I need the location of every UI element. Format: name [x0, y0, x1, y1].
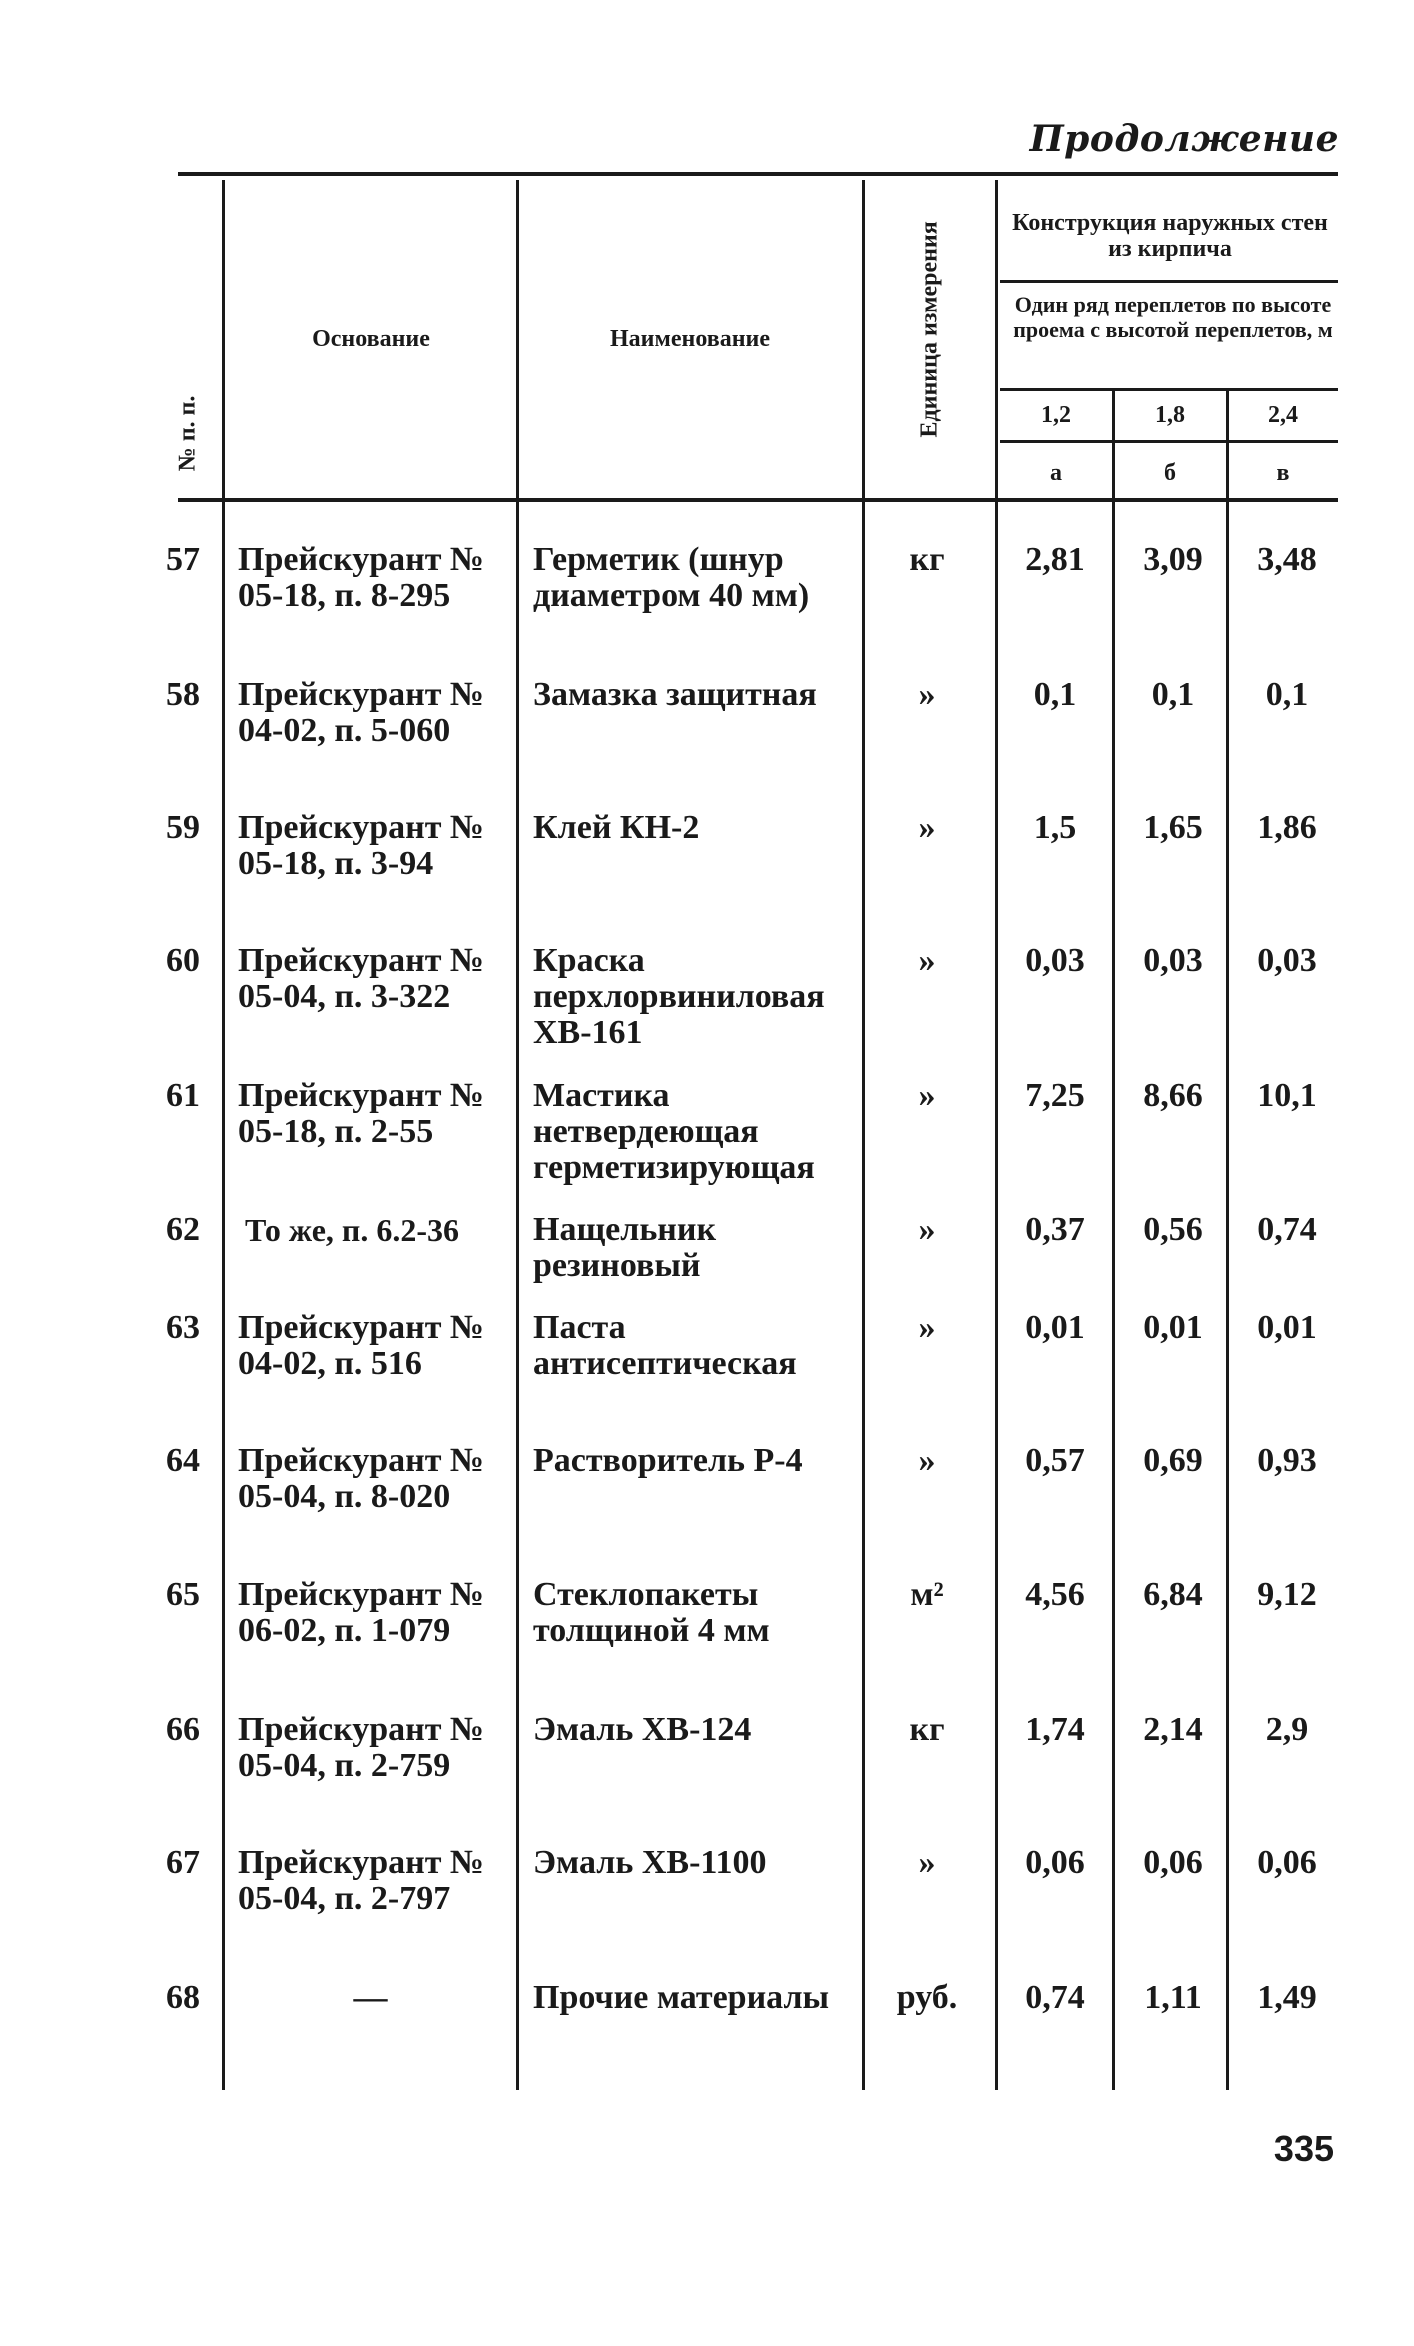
header-col-basis: Основание: [312, 326, 430, 352]
row-59-a: 1,5: [1033, 809, 1077, 846]
row-67-c: 0,06: [1257, 1844, 1317, 1881]
row-57-name: Герметик (шнур диаметром 40 мм): [533, 541, 810, 614]
row-65-name: Стеклопакеты толщиной 4 мм: [533, 1576, 770, 1649]
row-58-b: 0,1: [1151, 676, 1195, 713]
header-group-title: Конструкция наружных стен из кирпича: [1012, 210, 1328, 262]
row-66-b: 2,14: [1143, 1711, 1203, 1748]
row-63-basis: Прейскурант № 04-02, п. 516: [238, 1309, 485, 1382]
row-64-unit: »: [918, 1442, 936, 1479]
row-61-basis: Прейскурант № 05-18, п. 2-55: [238, 1077, 485, 1150]
header-height-a: 1,2: [1041, 402, 1071, 428]
header-col-no: № п. п.: [174, 395, 201, 472]
row-64-name: Растворитель Р-4: [533, 1442, 803, 1479]
row-60-name: Краска перхлорвиниловая ХВ-161: [533, 942, 825, 1051]
row-68-unit: руб.: [896, 1979, 958, 2016]
row-59-b: 1,65: [1143, 809, 1203, 846]
row-64-c: 0,93: [1257, 1442, 1317, 1479]
row-65-c: 9,12: [1257, 1576, 1317, 1613]
row-61-c: 10,1: [1257, 1077, 1317, 1114]
row-61-unit: »: [918, 1077, 936, 1114]
row-60-unit: »: [918, 942, 936, 979]
row-57-no: 57: [166, 541, 200, 578]
col-divider-3: [862, 180, 865, 2090]
row-67-basis: Прейскурант № 05-04, п. 2-797: [238, 1844, 485, 1917]
row-61-no: 61: [166, 1077, 200, 1114]
header-bottom-rule: [178, 498, 1338, 502]
table-top-rule: [178, 172, 1338, 176]
row-62-basis: То же, п. 6.2-36: [245, 1212, 459, 1248]
col-divider-4: [995, 180, 998, 2090]
row-62-c: 0,74: [1257, 1211, 1317, 1248]
row-62-a: 0,37: [1025, 1211, 1085, 1248]
row-58-a: 0,1: [1033, 676, 1077, 713]
header-col-unit: Единица измерения: [916, 221, 943, 438]
row-57-a: 2,81: [1025, 541, 1085, 578]
row-60-c: 0,03: [1257, 942, 1317, 979]
row-65-unit: м²: [910, 1576, 944, 1613]
header-height-b: 1,8: [1155, 402, 1185, 428]
row-59-unit: »: [918, 809, 936, 846]
row-58-unit: »: [918, 676, 936, 713]
row-67-b: 0,06: [1143, 1844, 1203, 1881]
row-58-name: Замазка защитная: [533, 676, 817, 713]
heights-rule: [1000, 440, 1338, 443]
row-64-no: 64: [166, 1442, 200, 1479]
col-divider-1: [222, 180, 225, 2090]
row-67-name: Эмаль ХВ-1100: [533, 1844, 767, 1881]
header-col-name: Наименование: [610, 326, 770, 352]
row-68-name: Прочие материалы: [533, 1979, 830, 2016]
row-66-a: 1,74: [1025, 1711, 1085, 1748]
row-66-c: 2,9: [1265, 1711, 1309, 1748]
row-59-name: Клей КН-2: [533, 809, 700, 846]
row-67-unit: »: [918, 1844, 936, 1881]
row-57-c: 3,48: [1257, 541, 1317, 578]
row-60-a: 0,03: [1025, 942, 1085, 979]
row-60-b: 0,03: [1143, 942, 1203, 979]
row-63-name: Паста антисептическая: [533, 1309, 797, 1382]
subgroup-rule: [1000, 388, 1338, 391]
row-64-a: 0,57: [1025, 1442, 1085, 1479]
row-64-b: 0,69: [1143, 1442, 1203, 1479]
row-57-b: 3,09: [1143, 541, 1203, 578]
col-divider-5: [1112, 390, 1115, 2090]
row-65-no: 65: [166, 1576, 200, 1613]
row-66-basis: Прейскурант № 05-04, п. 2-759: [238, 1711, 485, 1784]
row-57-unit: кг: [909, 541, 945, 578]
row-59-basis: Прейскурант № 05-18, п. 3-94: [238, 809, 485, 882]
row-65-basis: Прейскурант № 06-02, п. 1-079: [238, 1576, 485, 1649]
row-68-b: 1,11: [1144, 1979, 1202, 2016]
row-64-basis: Прейскурант № 05-04, п. 8-020: [238, 1442, 485, 1515]
row-58-no: 58: [166, 676, 200, 713]
row-68-no: 68: [166, 1979, 200, 2016]
row-61-a: 7,25: [1025, 1077, 1085, 1114]
header-letter-b: б: [1164, 460, 1176, 486]
row-59-c: 1,86: [1257, 809, 1317, 846]
group-rule: [1000, 280, 1338, 283]
row-68-basis: —: [353, 1979, 388, 2016]
row-58-basis: Прейскурант № 04-02, п. 5-060: [238, 676, 485, 749]
row-63-b: 0,01: [1143, 1309, 1203, 1346]
row-62-unit: »: [918, 1211, 936, 1248]
row-66-name: Эмаль ХВ-124: [533, 1711, 752, 1748]
row-63-no: 63: [166, 1309, 200, 1346]
row-63-unit: »: [918, 1309, 936, 1346]
header-letter-a: а: [1050, 460, 1062, 486]
row-60-no: 60: [166, 942, 200, 979]
row-61-b: 8,66: [1143, 1077, 1203, 1114]
row-61-name: Мастика нетвердеющая герметизирующая: [533, 1077, 815, 1186]
row-62-no: 62: [166, 1211, 200, 1248]
page-number: 335: [1273, 2128, 1334, 2169]
row-65-a: 4,56: [1025, 1576, 1085, 1613]
row-67-a: 0,06: [1025, 1844, 1085, 1881]
row-62-b: 0,56: [1143, 1211, 1203, 1248]
row-59-no: 59: [166, 809, 200, 846]
row-58-c: 0,1: [1265, 676, 1309, 713]
row-68-c: 1,49: [1257, 1979, 1317, 2016]
row-66-unit: кг: [909, 1711, 945, 1748]
header-letter-c: в: [1276, 460, 1290, 486]
row-63-a: 0,01: [1025, 1309, 1085, 1346]
header-subgroup-title: Один ряд переплетов по высоте проема с высотой переплетов, м: [1013, 292, 1333, 342]
row-68-a: 0,74: [1025, 1979, 1085, 2016]
header-height-c: 2,4: [1268, 402, 1298, 428]
row-65-b: 6,84: [1143, 1576, 1203, 1613]
continuation-label: Продолжение: [1029, 118, 1339, 160]
row-60-basis: Прейскурант № 05-04, п. 3-322: [238, 942, 485, 1015]
col-divider-2: [516, 180, 519, 2090]
row-67-no: 67: [166, 1844, 200, 1881]
row-66-no: 66: [166, 1711, 200, 1748]
row-62-name: Нащельник резиновый: [533, 1211, 717, 1284]
row-63-c: 0,01: [1257, 1309, 1317, 1346]
row-57-basis: Прейскурант № 05-18, п. 8-295: [238, 541, 485, 614]
